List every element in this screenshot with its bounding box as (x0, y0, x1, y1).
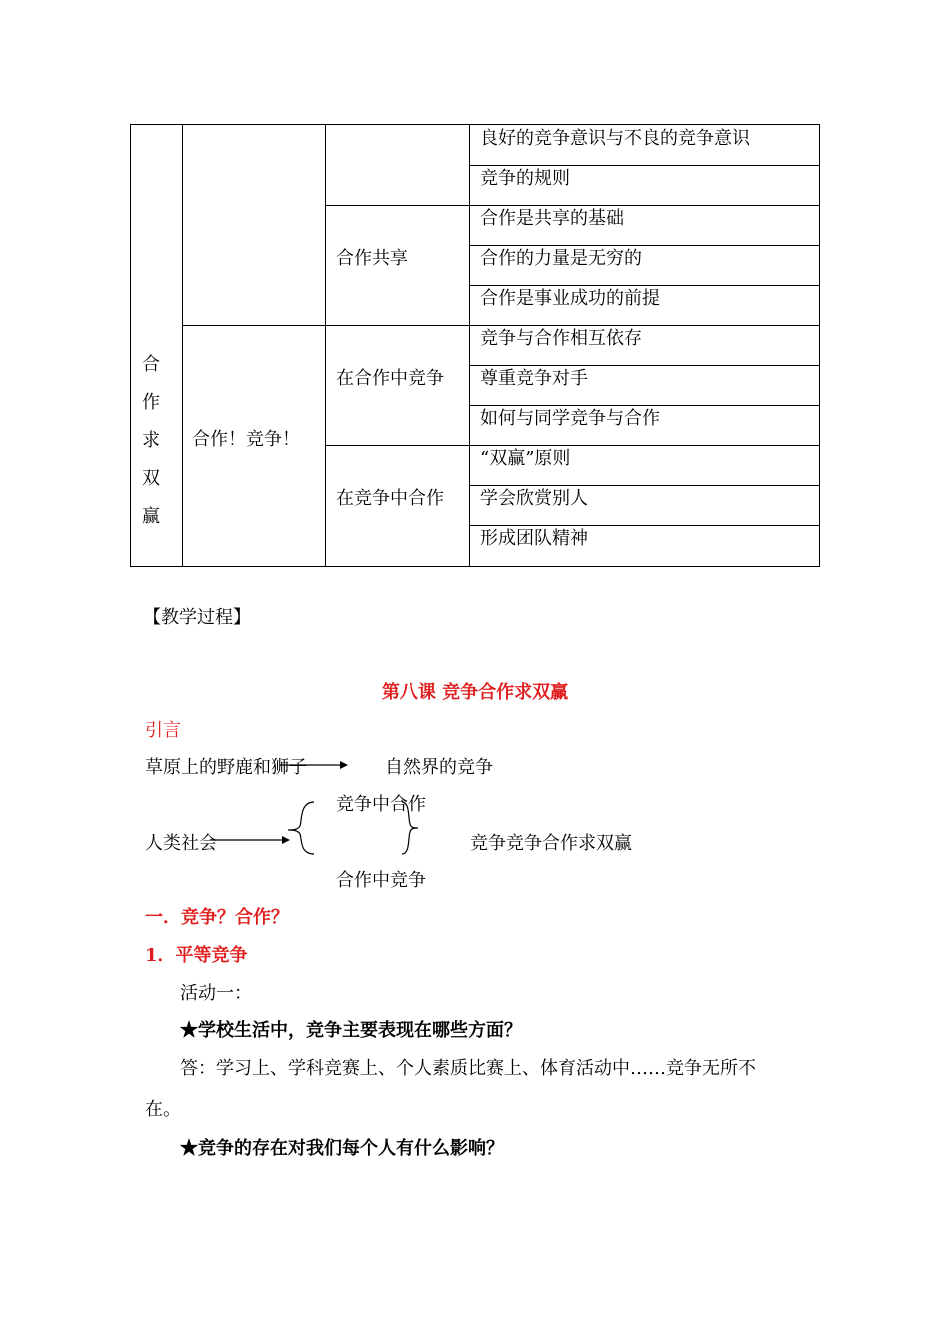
table-border-bottom (130, 566, 820, 567)
table-border-right (819, 124, 820, 567)
col4-row-divider (469, 525, 820, 526)
intro-branch-top: 竞争中合作 (336, 794, 426, 815)
col4-row-divider (469, 365, 820, 366)
col3-row-divider-1 (325, 205, 470, 206)
table-border-left (130, 124, 131, 567)
col3-cell: 合作共享 (336, 248, 408, 269)
heading-2: 1．平等竞争 (145, 945, 248, 966)
activity-label: 活动一： (180, 983, 252, 1004)
col-separator-1 (182, 124, 183, 567)
intro-branch-bottom: 合作中竞争 (336, 870, 426, 891)
col2-row-divider (182, 325, 326, 326)
col1-char: 作 (142, 392, 160, 413)
lesson-title: 第八课 竞争合作求双赢 (381, 682, 569, 703)
intro-society-right: 竞争竞争合作求双赢 (470, 833, 632, 854)
outline-table (130, 124, 820, 567)
col3-row-divider-3 (325, 445, 470, 446)
arrow-icon (280, 755, 350, 775)
heading-1: 一．竞争？合作？ (145, 907, 289, 928)
col4-row-divider (469, 485, 820, 486)
col3-cell: 在合作中竞争 (336, 368, 444, 389)
col4-cell: 竞争与合作相互依存 (480, 328, 642, 349)
col4-row-divider (469, 165, 820, 166)
col1-char: 合 (142, 354, 160, 375)
col4-cell: 合作是共享的基础 (480, 208, 624, 229)
col1-char: 赢 (142, 506, 160, 527)
col4-cell: 尊重竞争对手 (480, 368, 588, 389)
col2-cell: 合作！竞争！ (192, 429, 300, 450)
col4-cell: 如何与同学竞争与合作 (480, 408, 660, 429)
col4-cell: 合作的力量是无穷的 (480, 248, 642, 269)
col4-row-divider (469, 445, 820, 446)
question-1: ★学校生活中，竞争主要表现在哪些方面？ (180, 1020, 522, 1041)
intro-line1-left: 草原上的野鹿和狮子 (145, 757, 307, 778)
col1-char: 双 (142, 468, 160, 489)
answer-1-line-1: 答：学习上、学科竞赛上、个人素质比赛上、体育活动中……竞争无所不 (180, 1058, 756, 1079)
intro-line1-right: 自然界的竞争 (385, 757, 493, 778)
col4-row-divider (469, 325, 820, 326)
col3-row-divider-2 (325, 325, 470, 326)
col4-cell: 良好的竞争意识与不良的竞争意识 (480, 128, 750, 149)
arrow-icon (210, 830, 292, 850)
col4-cell: 形成团队精神 (480, 528, 588, 549)
right-brace-icon (400, 800, 420, 856)
col-separator-3 (469, 124, 470, 567)
answer-1-line-2: 在。 (145, 1099, 181, 1120)
col4-cell: 合作是事业成功的前提 (480, 288, 660, 309)
col4-row-divider (469, 205, 820, 206)
question-2: ★竞争的存在对我们每个人有什么影响？ (180, 1138, 504, 1159)
col4-row-divider (469, 245, 820, 246)
left-brace-icon (286, 800, 316, 856)
col4-cell: “双赢”原则 (480, 448, 571, 469)
intro-label: 引言 (145, 720, 181, 741)
intro-society-left: 人类社会 (145, 833, 217, 854)
col3-cell: 在竞争中合作 (336, 488, 444, 509)
col1-char: 求 (142, 430, 160, 451)
col-separator-2 (325, 124, 326, 567)
col4-row-divider (469, 405, 820, 406)
section-heading: 【教学过程】 (143, 607, 251, 628)
col4-cell: 学会欣赏别人 (480, 488, 588, 509)
table-border-top (130, 124, 820, 125)
col4-row-divider (469, 285, 820, 286)
col1-vertical-title (141, 346, 161, 536)
col4-cell: 竞争的规则 (480, 168, 570, 189)
